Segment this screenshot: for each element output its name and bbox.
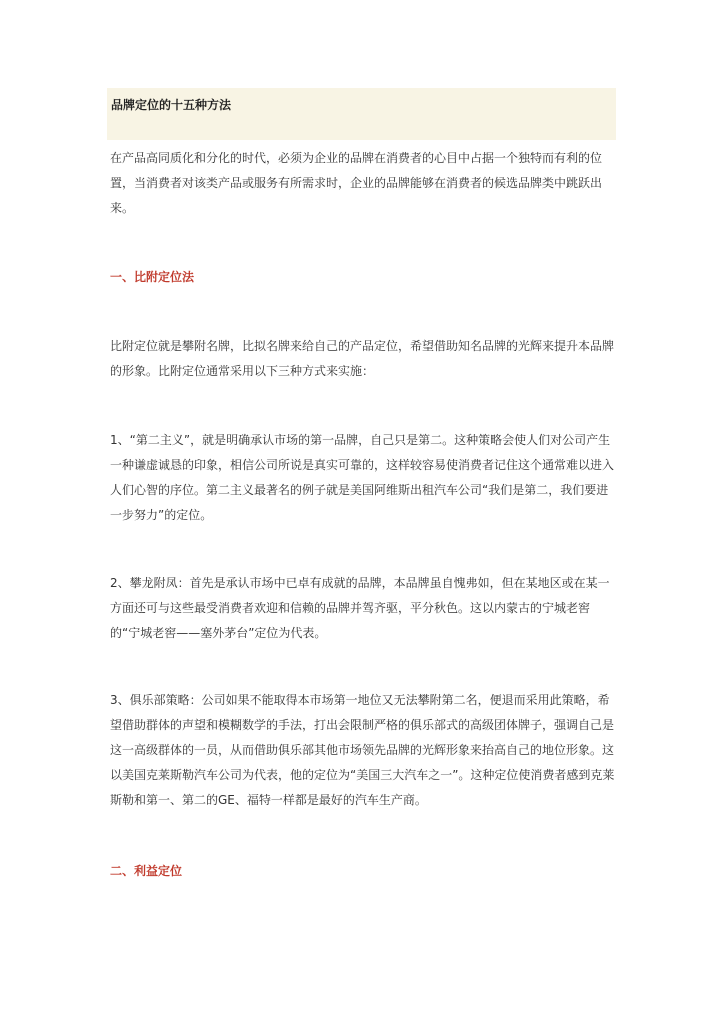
section1-item3: 3、俱乐部策略：公司如果不能取得本市场第一地位又无法攀附第二名，便退而采用此策略，希望借助群体的声望和模糊数学的手法，打出会限制严格的俱乐部式的高级团体牌子，强调自己是这一高级群体的一员，从而借助俱乐部其他市场领先品牌的光辉形象来抬高自己的地位形象。这以美国克莱斯勒汽车公司为代表，他的定位为“美国三大汽车之一”。这种定位使消费者感到克莱斯勒和第一、第二的GE、福特一样都是最好的汽车生产商。 [110, 693, 615, 807]
intro-paragraph: 在产品高同质化和分化的时代，必须为企业的品牌在消费者的心目中占据一个独特而有利的位置，当消费者对该类产品或服务有所需求时，企业的品牌能够在消费者的候选品牌类中跳跃出来。 [110, 151, 603, 215]
section2-heading: 二、利益定位 [110, 864, 183, 878]
document-title: 品牌定位的十五种方法 [111, 98, 232, 112]
section1-heading: 一、比附定位法 [110, 270, 195, 284]
section1-item2: 2、攀龙附凤：首先是承认市场中已卓有成就的品牌，本品牌虽自愧弗如，但在某地区或在某一方面还可与这些最受消费者欢迎和信赖的品牌并驾齐驱，平分秋色。这以内蒙古的宁城老窖的“宁城老窖——塞外茅台”定位为代表。 [110, 576, 610, 640]
title-banner [107, 88, 616, 140]
section1-description: 比附定位就是攀附名牌，比拟名牌来给自己的产品定位，希望借助知名品牌的光辉来提升本品牌的形象。比附定位通常采用以下三种方式来实施： [110, 339, 615, 378]
section1-item1: 1、“第二主义”，就是明确承认市场的第一品牌，自己只是第二。这种策略会使人们对公司产生一种谦虚诚恳的印象，相信公司所说是真实可靠的，这样较容易使消费者记住这个通常难以进入人们心智的序位。第二主义最著名的例子就是美国阿维斯出租汽车公司“我们是第二，我们要进一步努力”的定位。 [110, 433, 615, 522]
